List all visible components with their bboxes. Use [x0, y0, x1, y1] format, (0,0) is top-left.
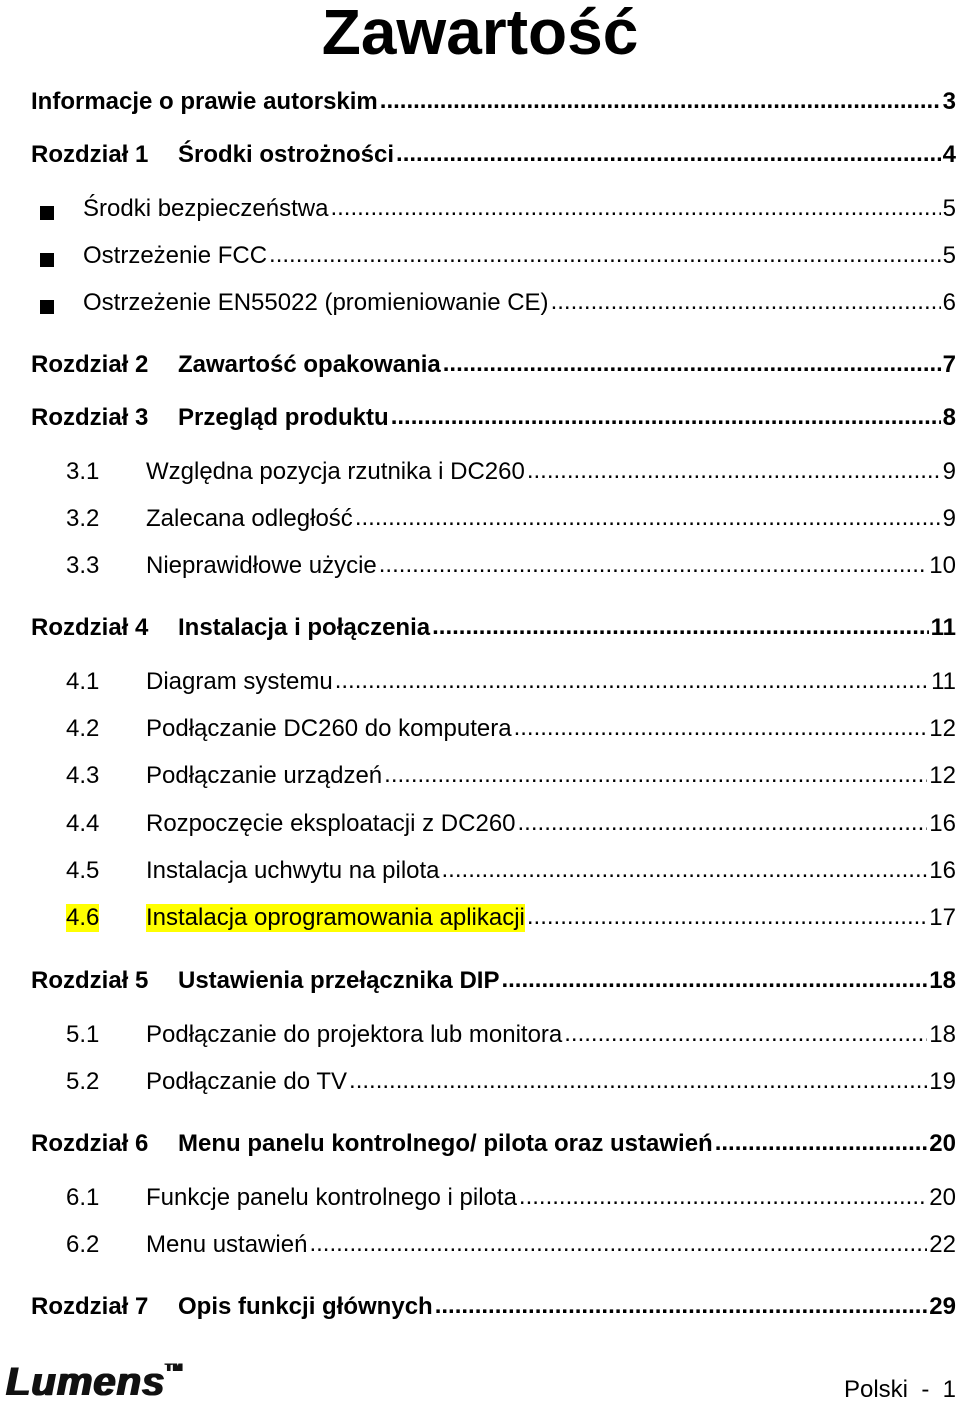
toc-entry-label: Funkcje panelu kontrolnego i pilota: [146, 1184, 517, 1211]
toc-dot-leader: [525, 457, 941, 485]
toc-entry-label: Menu panelu kontrolnego/ pilota oraz ustawień: [178, 1130, 713, 1157]
toc-dot-leader: [378, 87, 941, 115]
toc-entry-number: Rozdział 7: [31, 1293, 149, 1320]
toc-chapter-entry[interactable]: [0, 1128, 960, 1162]
toc-entry-label: Zalecana odległość: [146, 505, 353, 532]
toc-page-number: 10: [929, 552, 956, 579]
toc-dot-leader: [517, 1183, 927, 1211]
toc-entry-label: Zawartość opakowania: [178, 351, 441, 378]
toc-dot-leader: [353, 504, 941, 532]
toc-entry-label: Podłączanie do TV: [146, 1068, 348, 1095]
toc-entry-label: Nieprawidłowe użycie: [146, 552, 377, 579]
toc-section-entry[interactable]: [0, 1182, 960, 1216]
toc-entry-label: Opis funkcji głównych: [178, 1293, 433, 1320]
toc-dot-leader: [377, 551, 928, 579]
toc-section-entry[interactable]: [0, 855, 960, 889]
toc-entry-label: Podłączanie urządzeń: [146, 762, 383, 789]
toc-page-number: 4: [942, 141, 956, 168]
toc-entry-number: 4.4: [66, 810, 100, 837]
toc-bullet-entry[interactable]: [0, 240, 960, 274]
toc-section-entry[interactable]: [0, 902, 960, 936]
toc-dot-leader: [440, 856, 928, 884]
toc-page-number: 20: [929, 1184, 956, 1211]
toc-section-entry[interactable]: [0, 550, 960, 584]
toc-page-number: 18: [929, 967, 956, 994]
toc-dot-leader: [394, 140, 941, 168]
toc-dot-leader: [267, 241, 941, 269]
toc-entry-label: Ustawienia przełącznika DIP: [178, 967, 500, 994]
toc-entry-label: Ostrzeżenie FCC: [83, 242, 268, 269]
toc-entry-label: Przegląd produktu: [178, 404, 389, 431]
toc-entry-number: Rozdział 1: [31, 141, 149, 168]
toc-entry-number: Rozdział 4: [31, 614, 149, 641]
toc-page-number: 12: [929, 715, 956, 742]
toc-section-entry[interactable]: [0, 808, 960, 842]
logo-text: Lumens: [6, 1360, 166, 1404]
toc-page-number: 18: [929, 1021, 956, 1048]
toc-chapter-entry[interactable]: [0, 965, 960, 999]
toc-dot-leader: [512, 714, 928, 742]
toc-entry-label: Środki ostrożności: [178, 141, 395, 168]
toc-entry-number: 3.2: [66, 505, 100, 532]
bullet-square-icon: [40, 300, 54, 314]
toc-page-number: 19: [929, 1068, 956, 1095]
toc-entry-label: Podłączanie do projektora lub monitora: [146, 1021, 563, 1048]
toc-entry-number: Rozdział 3: [31, 404, 149, 431]
toc-dot-leader: [328, 194, 940, 222]
toc-entry-label: Rozpoczęcie eksploatacji z DC260: [146, 810, 516, 837]
toc-dot-leader: [333, 667, 929, 695]
toc-dot-leader: [549, 288, 941, 316]
toc-section-entry[interactable]: [0, 503, 960, 537]
toc-dot-leader: [307, 1230, 927, 1258]
toc-dot-leader: [389, 403, 941, 431]
toc-entry-number: 4.5: [66, 857, 100, 884]
toc-entry-label: Instalacja uchwytu na pilota: [146, 857, 440, 884]
toc-chapter-entry[interactable]: [0, 612, 960, 646]
toc-entry-number: 6.1: [66, 1184, 100, 1211]
toc-section-entry[interactable]: [0, 1066, 960, 1100]
toc-entry-number: 3.3: [66, 552, 100, 579]
toc-chapter-entry[interactable]: [0, 402, 960, 436]
toc-page-number: 20: [929, 1130, 956, 1157]
toc-page-number: 5: [942, 242, 956, 269]
toc-entry-number: 4.3: [66, 762, 100, 789]
toc-page-number: 9: [942, 458, 956, 485]
toc-page-number: 17: [929, 904, 956, 931]
toc-entry-label: Środki bezpieczeństwa: [83, 195, 329, 222]
toc-entry-number: Rozdział 6: [31, 1130, 149, 1157]
toc-page-number: 11: [931, 668, 956, 695]
toc-chapter-entry[interactable]: [0, 139, 960, 173]
toc-page-number: 11: [930, 614, 956, 641]
toc-dot-leader: [433, 1292, 928, 1320]
toc-entry-number: 4.1: [66, 668, 100, 695]
toc-entry-number: 4.2: [66, 715, 100, 742]
toc-entry-number: 6.2: [66, 1231, 100, 1258]
toc-dot-leader: [525, 903, 927, 931]
bullet-square-icon: [40, 206, 54, 220]
toc-dot-leader: [382, 761, 927, 789]
toc-page-number: 8: [942, 404, 956, 431]
toc-entry-number: 3.1: [66, 458, 100, 485]
toc-bullet-entry[interactable]: [0, 287, 960, 321]
toc-section-entry[interactable]: [0, 456, 960, 490]
toc-chapter-entry[interactable]: [0, 349, 960, 383]
toc-page-number: 12: [929, 762, 956, 789]
toc-bullet-entry[interactable]: [0, 193, 960, 227]
toc-chapter-entry[interactable]: [0, 86, 960, 120]
toc-dot-leader: [347, 1067, 927, 1095]
toc-section-entry[interactable]: [0, 666, 960, 700]
toc-entry-label: Instalacja i połączenia: [178, 614, 431, 641]
toc-entry-label: Instalacja oprogramowania aplikacji: [146, 904, 525, 931]
bullet-square-icon: [40, 253, 54, 267]
toc-page-number: 9: [942, 505, 956, 532]
toc-dot-leader: [441, 350, 941, 378]
toc-section-entry[interactable]: [0, 1229, 960, 1263]
toc-page-number: 16: [929, 810, 956, 837]
toc-entry-number: 5.2: [66, 1068, 100, 1095]
toc-page-number: 3: [942, 88, 956, 115]
toc-entry-label: Diagram systemu: [146, 668, 333, 695]
toc-section-entry[interactable]: [0, 760, 960, 794]
toc-page-number: 16: [929, 857, 956, 884]
page-footer: Polski - 1: [843, 1376, 956, 1403]
toc-dot-leader: [713, 1129, 928, 1157]
toc-entry-label: Podłączanie DC260 do komputera: [146, 715, 512, 742]
toc-entry-label: Menu ustawień: [146, 1231, 308, 1258]
lumens-logo: [6, 1360, 183, 1406]
toc-entry-number: 5.1: [66, 1021, 100, 1048]
toc-entry-number: Rozdział 5: [31, 967, 149, 994]
toc-entry-label: Informacje o prawie autorskim: [31, 88, 378, 115]
toc-entry-number: 4.6: [66, 904, 100, 931]
toc-page-number: 29: [929, 1293, 956, 1320]
page-title: Zawartość: [321, 0, 639, 68]
toc-dot-leader: [499, 966, 927, 994]
toc-dot-leader: [562, 1020, 927, 1048]
logo-trademark: TM: [165, 1362, 184, 1374]
toc-dot-leader: [430, 613, 929, 641]
toc-section-entry[interactable]: [0, 713, 960, 747]
toc-section-entry[interactable]: [0, 1019, 960, 1053]
toc-page-number: 7: [942, 351, 956, 378]
toc-page-number: 5: [942, 195, 956, 222]
toc-entry-number: Rozdział 2: [31, 351, 149, 378]
toc-entry-label: Ostrzeżenie EN55022 (promieniowanie CE): [83, 289, 549, 316]
toc-entry-label: Względna pozycja rzutnika i DC260: [146, 458, 525, 485]
toc-chapter-entry[interactable]: [0, 1291, 960, 1325]
toc-page-number: 22: [929, 1231, 956, 1258]
toc-dot-leader: [516, 809, 928, 837]
toc-page-number: 6: [942, 289, 956, 316]
